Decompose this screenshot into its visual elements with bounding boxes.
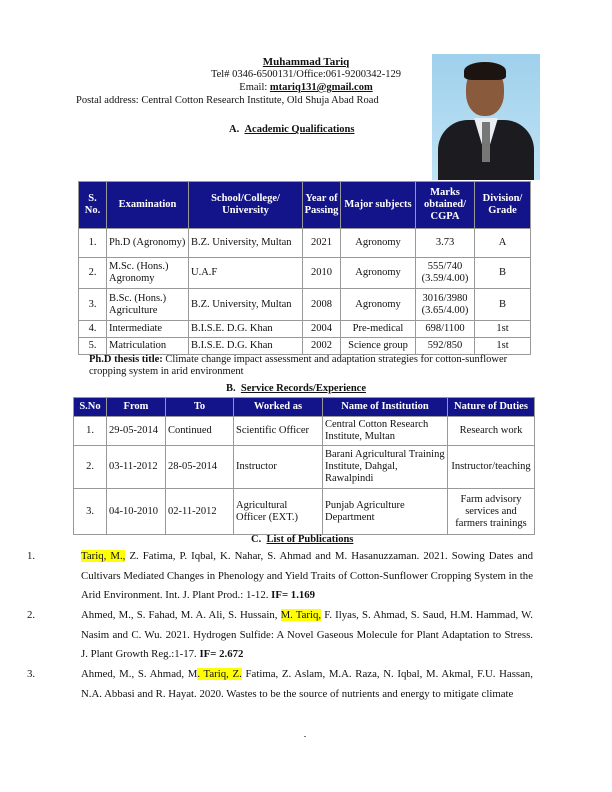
table-cell: 555/740 (3.59/4.00)	[416, 258, 475, 289]
table-cell: 1st	[475, 321, 531, 338]
publication-number: 3.	[27, 668, 36, 680]
page-dot	[304, 736, 306, 737]
citation-text: Z. Fatima, P. Iqbal, K. Nahar, S. Ahmad and M. Hasanuzzaman. 2021. Sowing Dates and Cultivars Mediated Changes in Phenology and Yield Traits of Cotton-Sunflower Cropping System in the Arid Environment. Int. J. Plant Prod.: 1-12.	[81, 550, 533, 601]
table-cell: 2021	[303, 229, 341, 258]
table-cell: 4.	[79, 321, 107, 338]
highlighted-author: Tariq, M.,	[81, 550, 126, 562]
publication-text	[81, 665, 533, 704]
table-cell: 28-05-2014	[166, 446, 234, 489]
col-header: Year of Passing	[303, 182, 341, 229]
table-cell: Science group	[341, 338, 416, 355]
publication-text	[81, 606, 533, 665]
table-cell: B.Sc. (Hons.) Agriculture	[107, 289, 189, 321]
publication-item	[27, 606, 533, 665]
table-row	[79, 289, 531, 321]
table-cell: Scientific Officer	[234, 417, 323, 446]
table-row	[79, 338, 531, 355]
table-row	[79, 321, 531, 338]
table-row	[79, 258, 531, 289]
impact-factor: IF= 2.672	[199, 648, 244, 660]
col-header: Nature of Duties	[448, 398, 535, 417]
col-header: Marks obtained/ CGPA	[416, 182, 475, 229]
section-a-heading	[229, 124, 354, 135]
thesis-title	[89, 354, 539, 378]
table-cell: B.Z. University, Multan	[189, 289, 303, 321]
highlighted-author: . Tariq, Z.	[197, 668, 242, 680]
table-row	[74, 446, 535, 489]
table-cell: Central Cotton Research Institute, Multan	[323, 417, 448, 446]
table-cell: Continued	[166, 417, 234, 446]
section-c-heading	[251, 534, 353, 545]
table-cell: A	[475, 229, 531, 258]
table-cell: M.Sc. (Hons.) Agronomy	[107, 258, 189, 289]
table-cell: B.Z. University, Multan	[189, 229, 303, 258]
publication-item	[27, 547, 533, 606]
publication-text	[81, 547, 533, 606]
table-cell: 29-05-2014	[107, 417, 166, 446]
phone: Tel# 0346-6500131/Office:061-9200342-129	[210, 69, 402, 80]
table-cell: Barani Agricultural Training Institute, Dahgal, Rawalpindi	[323, 446, 448, 489]
citation-text: Fatima, Z. Aslam, M.A. Raza, N. Iqbal, M. Akmal, F.U. Hassan, N.A. Abbasi and R. Hayat. 2020. Wastes to be the source of nutrients and energy to mitigate climate	[81, 668, 533, 700]
section-b-heading	[226, 383, 366, 394]
email-link[interactable]: mtariq131@gmail.com	[269, 82, 373, 93]
person-name: Muhammad Tariq	[262, 56, 350, 68]
table-cell: 3.	[74, 489, 107, 535]
table-cell: 2.	[79, 258, 107, 289]
table-cell: 698/1100	[416, 321, 475, 338]
publication-item	[27, 665, 533, 704]
col-header: Worked as	[234, 398, 323, 417]
table-row	[74, 489, 535, 535]
section-title: List of Publications	[266, 534, 354, 545]
table-cell: B	[475, 289, 531, 321]
authors-pre: Ahmed, M., S. Fahad, M. A. Ali, S. Hussain,	[81, 609, 281, 621]
table-cell: 5.	[79, 338, 107, 355]
table-cell: 2004	[303, 321, 341, 338]
table-row	[79, 229, 531, 258]
section-number: B.	[226, 383, 236, 394]
table-cell: 04-10-2010	[107, 489, 166, 535]
table-cell: U.A.F	[189, 258, 303, 289]
table-cell: 1.	[79, 229, 107, 258]
table-cell: Research work	[448, 417, 535, 446]
col-header: Name of Institution	[323, 398, 448, 417]
col-header: From	[107, 398, 166, 417]
table-cell: 592/850	[416, 338, 475, 355]
postal-address: Postal address: Central Cotton Research Institute, Old Shuja Abad Road	[76, 95, 379, 106]
email-label: Email:	[239, 82, 270, 93]
table-cell: 3016/3980 (3.65/4.00)	[416, 289, 475, 321]
authors-pre: Ahmed, M., S. Ahmad, M	[81, 668, 198, 680]
table-cell: Punjab Agriculture Department	[323, 489, 448, 535]
col-header: Division/ Grade	[475, 182, 531, 229]
table-cell: B.I.S.E. D.G. Khan	[189, 338, 303, 355]
table-header-row	[74, 398, 535, 417]
col-header: School/College/ University	[189, 182, 303, 229]
table-cell: 2002	[303, 338, 341, 355]
table-cell: Agricultural Officer (EXT.)	[234, 489, 323, 535]
table-cell: 02-11-2012	[166, 489, 234, 535]
table-header-row	[79, 182, 531, 229]
academic-table	[78, 181, 531, 355]
table-cell: Agronomy	[341, 229, 416, 258]
profile-photo	[432, 54, 540, 180]
section-number: C.	[251, 534, 262, 545]
highlighted-author: M. Tariq,	[280, 609, 322, 621]
table-cell: 3.73	[416, 229, 475, 258]
section-title: Academic Qualifications	[244, 124, 355, 135]
table-cell: Intermediate	[107, 321, 189, 338]
table-cell: Ph.D (Agronomy)	[107, 229, 189, 258]
table-cell: Farm advisory services and farmers trainings	[448, 489, 535, 535]
table-cell: B.I.S.E. D.G. Khan	[189, 321, 303, 338]
table-cell: Instructor	[234, 446, 323, 489]
section-number: A.	[229, 124, 240, 135]
table-cell: 2008	[303, 289, 341, 321]
table-cell: Pre-medical	[341, 321, 416, 338]
impact-factor: IF= 1.169	[271, 589, 316, 601]
table-cell: Agronomy	[341, 289, 416, 321]
table-cell: Agronomy	[341, 258, 416, 289]
table-cell: 1.	[74, 417, 107, 446]
table-cell: B	[475, 258, 531, 289]
section-title: Service Records/Experience	[240, 383, 366, 394]
col-header: S. No.	[79, 182, 107, 229]
thesis-label: Ph.D thesis title:	[89, 354, 163, 365]
col-header: To	[166, 398, 234, 417]
citation-text: F. Ilyas, S. Ahmad, S. Saud, H.M. Hammad, W. Nasim and C. Wu. 2021. Hydrogen Sulfide: A Novel Gaseous Molecule for Plant Adaptation to Stress. J. Plant Growth Reg.:1-17.	[81, 609, 533, 660]
table-cell: 03-11-2012	[107, 446, 166, 489]
table-cell: 3.	[79, 289, 107, 321]
publication-number: 2.	[27, 609, 36, 621]
col-header: S.No	[74, 398, 107, 417]
table-row	[74, 417, 535, 446]
service-table	[73, 397, 535, 535]
thesis-text: Climate change impact assessment and adaptation strategies for cotton-sunflower cropping system in arid environment	[89, 354, 508, 377]
table-cell: 2.	[74, 446, 107, 489]
col-header: Major subjects	[341, 182, 416, 229]
table-cell: Instructor/teaching	[448, 446, 535, 489]
table-cell: 2010	[303, 258, 341, 289]
publication-number: 1.	[27, 550, 36, 562]
table-cell: Matriculation	[107, 338, 189, 355]
col-header: Examination	[107, 182, 189, 229]
table-cell: 1st	[475, 338, 531, 355]
